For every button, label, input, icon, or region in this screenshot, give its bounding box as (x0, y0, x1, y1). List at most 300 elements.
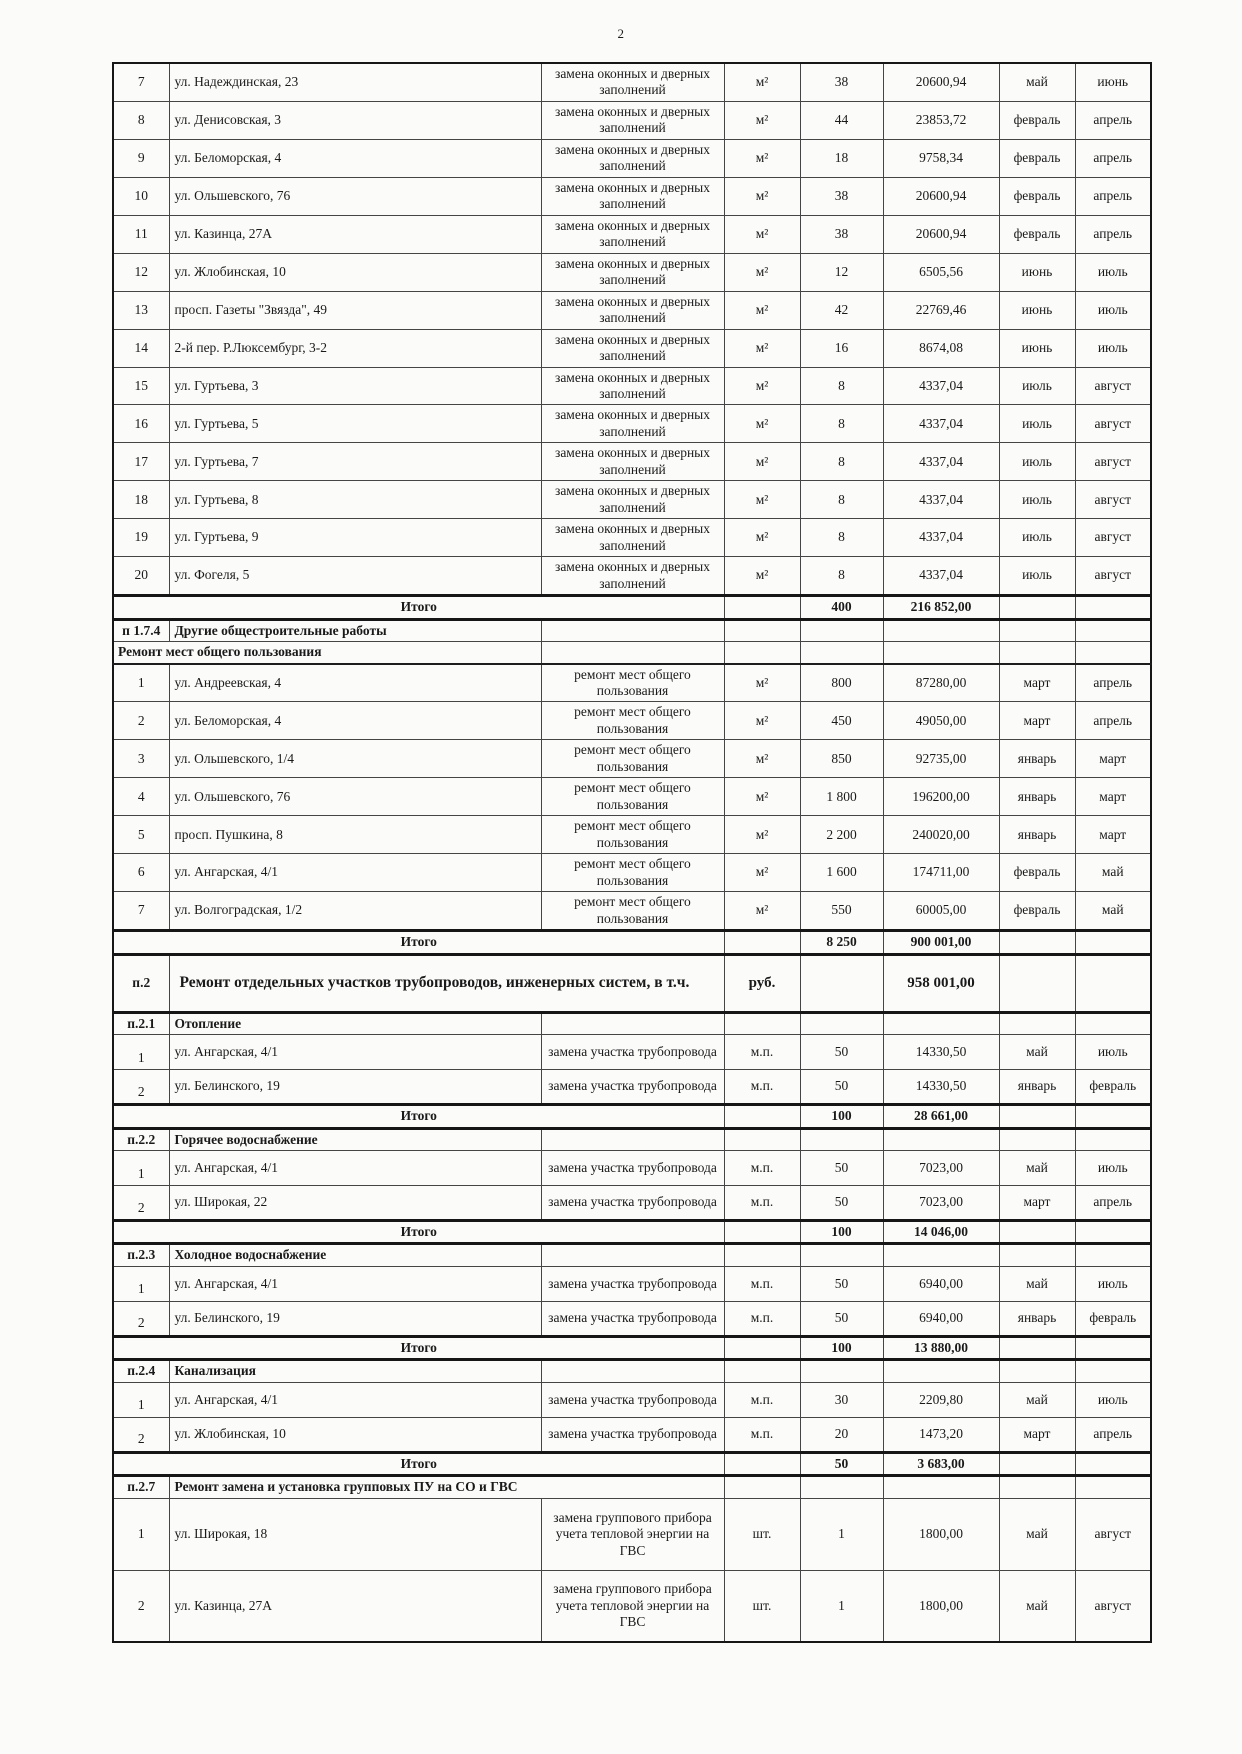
section-header-row (113, 1360, 1151, 1382)
work-type-cell: ремонт мест общего пользования (541, 740, 724, 778)
quantity-cell: 8 (800, 405, 883, 443)
quantity-cell: 12 (800, 253, 883, 291)
address-cell: ул. Беломорская, 4 (169, 139, 541, 177)
cost-cell: 23853,72 (883, 101, 999, 139)
unit-cell: шт. (724, 1570, 800, 1642)
unit-cell: м² (724, 664, 800, 702)
row-num-cell: 20 (113, 557, 169, 596)
quantity-cell: 38 (800, 177, 883, 215)
unit-cell (724, 931, 800, 954)
table-row (113, 519, 1151, 557)
end-month-cell (1075, 954, 1151, 1012)
start-month-cell (999, 1452, 1075, 1475)
unit-cell: м.п. (724, 1301, 800, 1336)
address-cell: ул. Жлобинская, 10 (169, 253, 541, 291)
work-type-cell: замена оконных и дверных заполнений (541, 519, 724, 557)
work-type-cell: замена оконных и дверных заполнений (541, 101, 724, 139)
quantity-cell: 50 (800, 1301, 883, 1336)
work-type-cell (541, 1360, 724, 1382)
row-num-cell: 9 (113, 139, 169, 177)
table-row (113, 405, 1151, 443)
row-num-cell: 2 (113, 1301, 169, 1336)
start-month-cell (999, 1105, 1075, 1128)
quantity-cell (800, 954, 883, 1012)
start-month-cell: июль (999, 367, 1075, 405)
section-cost-cell: 958 001,00 (883, 954, 999, 1012)
start-month-cell: июнь (999, 291, 1075, 329)
work-type-cell: замена оконных и дверных заполнений (541, 177, 724, 215)
end-month-cell: апрель (1075, 1417, 1151, 1452)
total-quantity-cell: 8 250 (800, 931, 883, 954)
quantity-cell: 18 (800, 139, 883, 177)
address-cell: ул. Гуртьева, 8 (169, 481, 541, 519)
end-month-cell: август (1075, 443, 1151, 481)
end-month-cell: апрель (1075, 664, 1151, 702)
work-type-cell: ремонт мест общего пользования (541, 854, 724, 892)
unit-cell: м² (724, 63, 800, 101)
table-row (113, 816, 1151, 854)
cost-cell: 4337,04 (883, 367, 999, 405)
table-row (113, 481, 1151, 519)
unit-cell: м.п. (724, 1382, 800, 1417)
end-month-cell: апрель (1075, 139, 1151, 177)
row-num-cell: 1 (113, 1382, 169, 1417)
cost-cell: 4337,04 (883, 557, 999, 596)
quantity-cell: 50 (800, 1035, 883, 1070)
unit-cell: м² (724, 215, 800, 253)
end-month-cell: июль (1075, 1266, 1151, 1301)
start-month-cell: май (999, 63, 1075, 101)
unit-cell: м.п. (724, 1417, 800, 1452)
start-month-cell (999, 931, 1075, 954)
end-month-cell: март (1075, 778, 1151, 816)
quantity-cell: 1 600 (800, 854, 883, 892)
quantity-cell: 8 (800, 519, 883, 557)
address-cell: ул. Жлобинская, 10 (169, 1417, 541, 1452)
total-quantity-cell: 100 (800, 1105, 883, 1128)
start-month-cell: февраль (999, 892, 1075, 931)
cost-cell: 60005,00 (883, 892, 999, 931)
work-type-cell: замена оконных и дверных заполнений (541, 139, 724, 177)
section-title-cell: Холодное водоснабжение (169, 1244, 541, 1266)
work-type-cell (541, 1128, 724, 1150)
start-month-cell: июнь (999, 329, 1075, 367)
unit-cell: м.п. (724, 1035, 800, 1070)
address-cell: ул. Белинского, 19 (169, 1301, 541, 1336)
total-row (113, 596, 1151, 619)
cost-cell: 49050,00 (883, 702, 999, 740)
cost-cell: 7023,00 (883, 1150, 999, 1185)
quantity-cell: 44 (800, 101, 883, 139)
total-quantity-cell: 50 (800, 1452, 883, 1475)
quantity-cell (800, 1244, 883, 1266)
unit-cell: м² (724, 816, 800, 854)
address-cell: ул. Андреевская, 4 (169, 664, 541, 702)
work-type-cell: замена участка трубопровода (541, 1301, 724, 1336)
start-month-cell (999, 619, 1075, 641)
quantity-cell: 50 (800, 1266, 883, 1301)
work-type-cell: замена оконных и дверных заполнений (541, 253, 724, 291)
row-num-cell: 1 (113, 1498, 169, 1570)
end-month-cell: апрель (1075, 101, 1151, 139)
quantity-cell: 16 (800, 329, 883, 367)
start-month-cell: февраль (999, 215, 1075, 253)
cost-cell (883, 642, 999, 664)
table-row (113, 1035, 1151, 1070)
row-num-cell: 1 (113, 1035, 169, 1070)
total-row (113, 1220, 1151, 1243)
table-row (113, 101, 1151, 139)
table-row (113, 557, 1151, 596)
row-num-cell: 1 (113, 1266, 169, 1301)
start-month-cell: март (999, 702, 1075, 740)
row-num-cell: 3 (113, 740, 169, 778)
quantity-cell (800, 642, 883, 664)
quantity-cell (800, 619, 883, 641)
row-num-cell: 2 (113, 1070, 169, 1105)
cost-cell (883, 1360, 999, 1382)
work-type-cell: замена участка трубопровода (541, 1266, 724, 1301)
work-type-cell: замена оконных и дверных заполнений (541, 405, 724, 443)
end-month-cell: август (1075, 1498, 1151, 1570)
quantity-cell: 8 (800, 481, 883, 519)
end-month-cell: август (1075, 1570, 1151, 1642)
work-type-cell (541, 1012, 724, 1034)
section-code-cell: п 1.7.4 (113, 619, 169, 641)
total-row (113, 1452, 1151, 1475)
unit-cell: м² (724, 253, 800, 291)
end-month-cell (1075, 1360, 1151, 1382)
table-row (113, 1301, 1151, 1336)
cost-cell: 1473,20 (883, 1417, 999, 1452)
total-cost-cell: 3 683,00 (883, 1452, 999, 1475)
end-month-cell (1075, 1105, 1151, 1128)
unit-cell (724, 596, 800, 619)
start-month-cell (999, 642, 1075, 664)
total-row (113, 1336, 1151, 1359)
unit-cell (724, 1336, 800, 1359)
row-num-cell: 15 (113, 367, 169, 405)
table-row (113, 854, 1151, 892)
unit-cell: м.п. (724, 1266, 800, 1301)
subsection-header-row (113, 642, 1151, 664)
unit-cell (724, 1012, 800, 1034)
end-month-cell: август (1075, 519, 1151, 557)
work-type-cell: замена участка трубопровода (541, 1417, 724, 1452)
table-row (113, 177, 1151, 215)
address-cell: ул. Казинца, 27А (169, 1570, 541, 1642)
quantity-cell: 42 (800, 291, 883, 329)
cost-cell: 4337,04 (883, 405, 999, 443)
unit-cell (724, 1244, 800, 1266)
address-cell: ул. Беломорская, 4 (169, 702, 541, 740)
section-title-cell: Ремонт замена и установка групповых ПУ на СО и ГВС (169, 1476, 724, 1498)
cost-cell: 1800,00 (883, 1498, 999, 1570)
unit-cell: шт. (724, 1498, 800, 1570)
cost-cell: 20600,94 (883, 63, 999, 101)
table-row (113, 892, 1151, 931)
table-row (113, 1185, 1151, 1220)
end-month-cell: август (1075, 367, 1151, 405)
cost-cell: 6940,00 (883, 1301, 999, 1336)
section-code-cell: п.2.7 (113, 1476, 169, 1498)
start-month-cell (999, 954, 1075, 1012)
total-row (113, 1105, 1151, 1128)
address-cell: ул. Волгоградская, 1/2 (169, 892, 541, 931)
row-num-cell: 6 (113, 854, 169, 892)
start-month-cell (999, 1336, 1075, 1359)
start-month-cell: июль (999, 481, 1075, 519)
section-header-row (113, 1012, 1151, 1034)
start-month-cell (999, 1360, 1075, 1382)
work-type-cell: замена участка трубопровода (541, 1035, 724, 1070)
work-type-cell: замена оконных и дверных заполнений (541, 367, 724, 405)
unit-cell (724, 1360, 800, 1382)
table-row (113, 1070, 1151, 1105)
row-num-cell: 7 (113, 892, 169, 931)
end-month-cell (1075, 619, 1151, 641)
row-num-cell: 11 (113, 215, 169, 253)
address-cell: ул. Ольшевского, 76 (169, 778, 541, 816)
end-month-cell: март (1075, 816, 1151, 854)
address-cell: ул. Ангарская, 4/1 (169, 854, 541, 892)
section-code-cell: п.2.4 (113, 1360, 169, 1382)
start-month-cell (999, 596, 1075, 619)
work-type-cell: замена оконных и дверных заполнений (541, 557, 724, 596)
end-month-cell: апрель (1075, 702, 1151, 740)
cost-cell: 6940,00 (883, 1266, 999, 1301)
row-num-cell: 2 (113, 1417, 169, 1452)
row-num-cell: 2 (113, 1185, 169, 1220)
quantity-cell: 550 (800, 892, 883, 931)
end-month-cell (1075, 931, 1151, 954)
quantity-cell: 1 800 (800, 778, 883, 816)
start-month-cell: январь (999, 1070, 1075, 1105)
end-month-cell: февраль (1075, 1301, 1151, 1336)
work-type-cell: ремонт мест общего пользования (541, 702, 724, 740)
cost-cell: 196200,00 (883, 778, 999, 816)
start-month-cell: июнь (999, 253, 1075, 291)
section-title-cell: Канализация (169, 1360, 541, 1382)
cost-cell: 4337,04 (883, 519, 999, 557)
unit-cell: м² (724, 702, 800, 740)
quantity-cell: 1 (800, 1498, 883, 1570)
end-month-cell: июль (1075, 253, 1151, 291)
row-num-cell: 1 (113, 664, 169, 702)
quantity-cell: 38 (800, 63, 883, 101)
row-num-cell: 1 (113, 1150, 169, 1185)
address-cell: ул. Ангарская, 4/1 (169, 1266, 541, 1301)
start-month-cell: февраль (999, 101, 1075, 139)
start-month-cell: май (999, 1150, 1075, 1185)
table-row (113, 253, 1151, 291)
total-label-cell: Итого (113, 1452, 724, 1475)
work-type-cell: ремонт мест общего пользования (541, 816, 724, 854)
end-month-cell (1075, 1220, 1151, 1243)
start-month-cell (999, 1476, 1075, 1498)
row-num-cell: 16 (113, 405, 169, 443)
start-month-cell: февраль (999, 139, 1075, 177)
cost-cell: 8674,08 (883, 329, 999, 367)
table-row (113, 139, 1151, 177)
work-type-cell: ремонт мест общего пользования (541, 664, 724, 702)
total-row (113, 931, 1151, 954)
work-type-cell: замена участка трубопровода (541, 1185, 724, 1220)
unit-cell: м² (724, 443, 800, 481)
cost-cell (883, 1476, 999, 1498)
end-month-cell: май (1075, 854, 1151, 892)
start-month-cell (999, 1220, 1075, 1243)
total-quantity-cell: 100 (800, 1220, 883, 1243)
start-month-cell: май (999, 1498, 1075, 1570)
quantity-cell (800, 1360, 883, 1382)
address-cell: ул. Казинца, 27А (169, 215, 541, 253)
section-header-row (113, 1244, 1151, 1266)
major-section-row (113, 954, 1151, 1012)
address-cell: ул. Белинского, 19 (169, 1070, 541, 1105)
end-month-cell: август (1075, 557, 1151, 596)
unit-cell: м² (724, 481, 800, 519)
start-month-cell: январь (999, 740, 1075, 778)
section-header-row (113, 1476, 1151, 1498)
start-month-cell: июль (999, 443, 1075, 481)
cost-cell: 6505,56 (883, 253, 999, 291)
address-cell: ул. Надеждинская, 23 (169, 63, 541, 101)
end-month-cell (1075, 1476, 1151, 1498)
cost-cell: 2209,80 (883, 1382, 999, 1417)
cost-cell (883, 619, 999, 641)
work-type-cell: замена участка трубопровода (541, 1070, 724, 1105)
table-row (113, 367, 1151, 405)
table-row (113, 702, 1151, 740)
work-type-cell (541, 619, 724, 641)
unit-cell (724, 1220, 800, 1243)
unit-cell: м² (724, 778, 800, 816)
table-row (113, 1498, 1151, 1570)
cost-cell (883, 1012, 999, 1034)
quantity-cell: 50 (800, 1185, 883, 1220)
section-code-cell: п.2.2 (113, 1128, 169, 1150)
end-month-cell (1075, 1012, 1151, 1034)
end-month-cell (1075, 1336, 1151, 1359)
start-month-cell: март (999, 1185, 1075, 1220)
start-month-cell: июль (999, 519, 1075, 557)
total-cost-cell: 900 001,00 (883, 931, 999, 954)
unit-cell: м² (724, 139, 800, 177)
quantity-cell: 20 (800, 1417, 883, 1452)
unit-cell (724, 619, 800, 641)
cost-cell (883, 1244, 999, 1266)
table-row (113, 329, 1151, 367)
row-num-cell: 7 (113, 63, 169, 101)
section-title-cell: Ремонт отдедельных участков трубопроводов, инженерных систем, в т.ч. (169, 954, 724, 1012)
end-month-cell: август (1075, 481, 1151, 519)
table-row (113, 215, 1151, 253)
table-row (113, 291, 1151, 329)
start-month-cell: май (999, 1035, 1075, 1070)
repair-plan-table (112, 62, 1152, 1643)
start-month-cell: январь (999, 816, 1075, 854)
work-type-cell: замена участка трубопровода (541, 1382, 724, 1417)
quantity-cell: 8 (800, 443, 883, 481)
row-num-cell: 8 (113, 101, 169, 139)
unit-cell: м² (724, 367, 800, 405)
quantity-cell: 30 (800, 1382, 883, 1417)
cost-cell (883, 1128, 999, 1150)
plan-table-body (113, 63, 1151, 1642)
section-code-cell: п.2.1 (113, 1012, 169, 1034)
end-month-cell: июль (1075, 1035, 1151, 1070)
unit-cell: м.п. (724, 1150, 800, 1185)
cost-cell: 14330,50 (883, 1070, 999, 1105)
address-cell: ул. Ангарская, 4/1 (169, 1035, 541, 1070)
start-month-cell (999, 1012, 1075, 1034)
address-cell: ул. Гуртьева, 7 (169, 443, 541, 481)
end-month-cell (1075, 642, 1151, 664)
work-type-cell (541, 1244, 724, 1266)
unit-cell (724, 1476, 800, 1498)
cost-cell: 20600,94 (883, 215, 999, 253)
address-cell: ул. Гуртьева, 9 (169, 519, 541, 557)
address-cell: ул. Широкая, 22 (169, 1185, 541, 1220)
total-label-cell: Итого (113, 1220, 724, 1243)
table-row (113, 1382, 1151, 1417)
row-num-cell: 18 (113, 481, 169, 519)
quantity-cell: 38 (800, 215, 883, 253)
row-num-cell: 2 (113, 1570, 169, 1642)
cost-cell: 92735,00 (883, 740, 999, 778)
table-row (113, 664, 1151, 702)
end-month-cell: август (1075, 405, 1151, 443)
cost-cell: 1800,00 (883, 1570, 999, 1642)
work-type-cell: замена оконных и дверных заполнений (541, 329, 724, 367)
work-type-cell: замена группового прибора учета тепловой энергии на ГВС (541, 1570, 724, 1642)
address-cell: ул. Ольшевского, 1/4 (169, 740, 541, 778)
section-header-row (113, 1128, 1151, 1150)
table-row (113, 63, 1151, 101)
end-month-cell (1075, 1128, 1151, 1150)
work-type-cell: замена оконных и дверных заполнений (541, 443, 724, 481)
unit-cell: м² (724, 405, 800, 443)
end-month-cell: апрель (1075, 215, 1151, 253)
row-num-cell: 17 (113, 443, 169, 481)
unit-cell: м² (724, 892, 800, 931)
row-num-cell: 19 (113, 519, 169, 557)
end-month-cell: апрель (1075, 1185, 1151, 1220)
cost-cell: 4337,04 (883, 481, 999, 519)
start-month-cell (999, 1128, 1075, 1150)
start-month-cell: март (999, 1417, 1075, 1452)
unit-cell (724, 1452, 800, 1475)
table-row (113, 443, 1151, 481)
unit-cell: м² (724, 291, 800, 329)
unit-cell: м² (724, 740, 800, 778)
start-month-cell (999, 1244, 1075, 1266)
start-month-cell: июль (999, 405, 1075, 443)
table-row (113, 740, 1151, 778)
section-title-cell: Горячее водоснабжение (169, 1128, 541, 1150)
end-month-cell (1075, 596, 1151, 619)
quantity-cell: 2 200 (800, 816, 883, 854)
total-cost-cell: 14 046,00 (883, 1220, 999, 1243)
unit-cell: м² (724, 557, 800, 596)
work-type-cell: замена оконных и дверных заполнений (541, 291, 724, 329)
cost-cell: 14330,50 (883, 1035, 999, 1070)
quantity-cell: 1 (800, 1570, 883, 1642)
work-type-cell: ремонт мест общего пользования (541, 892, 724, 931)
work-type-cell (541, 642, 724, 664)
total-label-cell: Итого (113, 1105, 724, 1128)
